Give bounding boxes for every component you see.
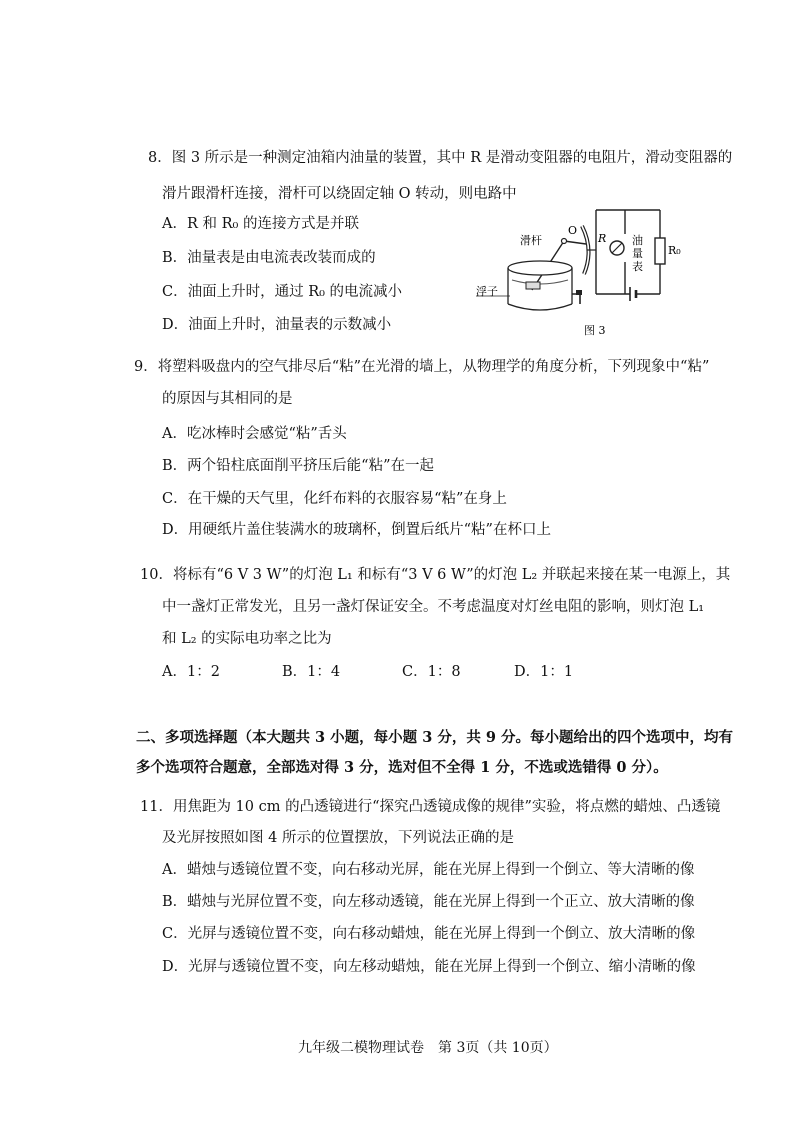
q8-stem-line-2: 滑片跟滑杆连接，滑杆可以绕固定轴 O 转动，则电路中 — [162, 186, 517, 202]
figure-3-oil-gauge-diagram — [470, 204, 685, 344]
q9-option-c: C．在干燥的天气里，化纤布料的衣服容易“粘”在身上 — [162, 491, 507, 507]
q9-stem-line-1: 9．将塑料吸盘内的空气排尽后“粘”在光滑的墙上，从物理学的角度分析，下列现象中“粘” — [134, 359, 710, 375]
q10-option-b: B．1：4 — [282, 664, 341, 680]
q11-option-c: C．光屏与透镜位置不变，向右移动蜡烛，能在光屏上得到一个倒立、放大清晰的像 — [162, 926, 696, 942]
q11-stem-line-1: 11．用焦距为 10 cm 的凸透镜进行“探究凸透镜成像的规律”实验，将点燃的蜡烛、凸透镜 — [140, 799, 721, 815]
q11-option-a: A．蜡烛与透镜位置不变，向右移动光屏，能在光屏上得到一个倒立、等大清晰的像 — [162, 862, 695, 878]
float — [526, 282, 540, 289]
q9-option-d: D．用硬纸片盖住装满水的玻璃杯，倒置后纸片“粘”在杯口上 — [162, 522, 551, 538]
r0-resistor — [655, 238, 665, 264]
q11-option-b: B．蜡烛与光屏位置不变，向左移动透镜，能在光屏上得到一个正立、放大清晰的像 — [162, 894, 695, 910]
figure-3-caption: 图 3 — [584, 324, 606, 337]
q11-option-d: D．光屏与透镜位置不变，向左移动蜡烛，能在光屏上得到一个倒立、缩小清晰的像 — [162, 959, 696, 975]
page-footer: 九年级二模物理试卷 第 3页（共 10页） — [298, 1040, 558, 1056]
float-label: 浮子 — [476, 285, 498, 298]
q10-option-d: D．1：1 — [514, 664, 574, 680]
meter-label-1: 油 — [632, 234, 643, 247]
section-2-header-line-1: 二、多项选择题（本大题共 3 小题，每小题 3 分，共 9 分。每小题给出的四个选项中，均有 — [136, 729, 734, 746]
r-label: R — [598, 232, 607, 245]
pivot-o-label: O — [568, 224, 578, 237]
q9-option-a: A．吃冰棒时会感觉“粘”舌头 — [162, 426, 347, 442]
q10-option-c: C．1：8 — [402, 664, 461, 680]
r0-label: R₀ — [668, 244, 681, 257]
q10-stem-line-1: 10．将标有“6 V 3 W”的灯泡 L₁ 和标有“3 V 6 W”的灯泡 L₂ 并联起来接在某一电源上，其 — [140, 567, 731, 583]
meter-label-2: 量 — [632, 247, 643, 260]
section-2-header-line-2: 多个选项符合题意，全部选对得 3 分，选对但不全得 1 分，不选或选错得 0 分）。 — [136, 759, 668, 776]
q9-option-b: B．两个铅柱底面削平挤压后能“粘”在一起 — [162, 458, 434, 474]
q8-option-c: C．油面上升时，通过 R₀ 的电流减小 — [162, 284, 403, 300]
q9-stem-line-2: 的原因与其相同的是 — [162, 391, 293, 407]
q10-stem-line-2: 中一盏灯正常发光，且另一盏灯保证安全。不考虑温度对灯丝电阻的影响，则灯泡 L₁ — [162, 599, 705, 615]
q8-option-b: B．油量表是由电流表改装而成的 — [162, 250, 376, 266]
meter-label-3: 表 — [632, 260, 643, 273]
slider-label: 滑杆 — [520, 234, 542, 247]
q10-option-a: A．1：2 — [162, 664, 220, 680]
q8-stem-line-1: 8．图 3 所示是一种测定油箱内油量的装置，其中 R 是滑动变阻器的电阻片，滑动变阻器的 — [148, 150, 733, 166]
q8-option-d: D．油面上升时，油量表的示数减小 — [162, 317, 392, 333]
q10-stem-line-3: 和 L₂ 的实际电功率之比为 — [162, 631, 332, 647]
q8-option-a: A．R 和 R₀ 的连接方式是并联 — [162, 216, 359, 232]
q11-stem-line-2: 及光屏按照如图 4 所示的位置摆放，下列说法正确的是 — [162, 830, 514, 846]
